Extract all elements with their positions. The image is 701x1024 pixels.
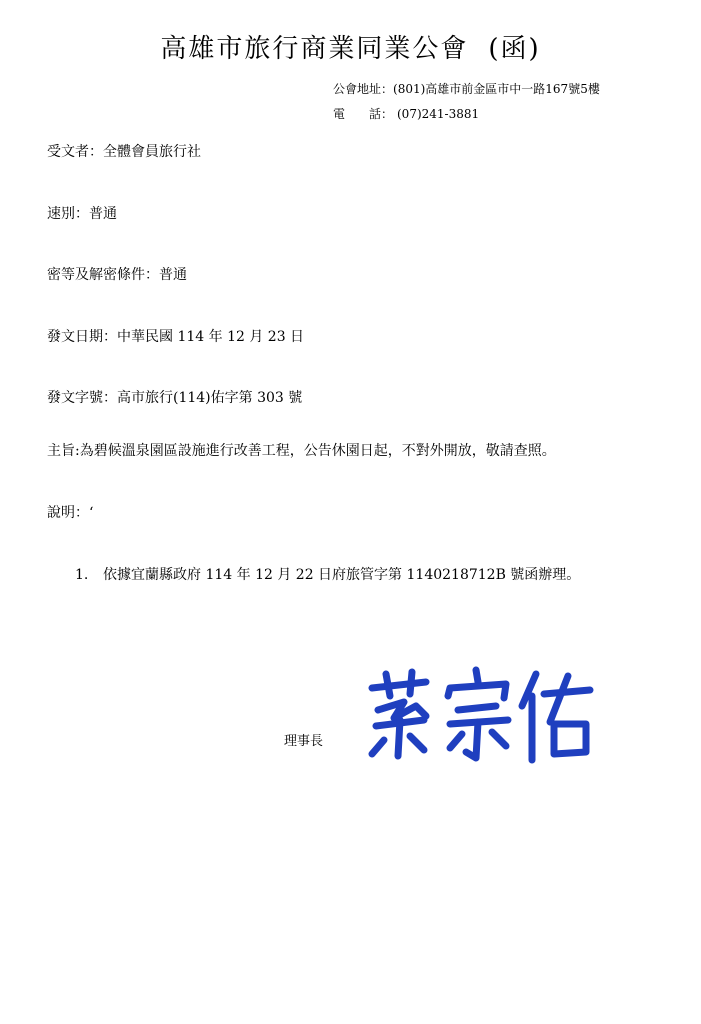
recipient-line: 受文者：全體會員旅行社 bbox=[47, 144, 201, 160]
association-address bbox=[333, 80, 600, 97]
signature-graphic bbox=[364, 666, 594, 766]
address-value: (801)高雄市前金區市中一路167號5樓 bbox=[393, 82, 600, 96]
signer-title: 理事長 bbox=[284, 734, 324, 749]
address-label: 公會地址： bbox=[333, 82, 394, 96]
document-title bbox=[0, 28, 701, 65]
explanation-item-text: 依據宜蘭縣政府 114 年 12 月 22 日府旅管字第 1140218712B 號函辦理。 bbox=[103, 567, 581, 583]
explanation-label: 說明：‘ bbox=[47, 505, 94, 521]
document-type: (函) bbox=[488, 34, 541, 64]
secrecy-line: 密等及解密條件：普通 bbox=[47, 267, 187, 283]
association-name: 高雄市旅行商業同業公會 bbox=[160, 34, 469, 64]
explanation-item bbox=[75, 564, 580, 584]
phone-label: 電 話： bbox=[333, 107, 394, 121]
association-phone bbox=[333, 105, 479, 122]
subject-line: 主旨:為碧候溫泉園區設施進行改善工程，公告休園日起，不對外開放，敬請查照。 bbox=[47, 443, 556, 459]
explanation-item-number: 1. bbox=[75, 567, 89, 583]
issue-date-line: 發文日期：中華民國 114 年 12 月 23 日 bbox=[47, 329, 305, 345]
handwritten-signature bbox=[364, 666, 594, 766]
speed-line: 速別：普通 bbox=[47, 206, 117, 222]
phone-value: (07)241-3881 bbox=[397, 107, 480, 121]
document-number-line: 發文字號：高市旅行(114)佑字第 303 號 bbox=[47, 390, 303, 406]
